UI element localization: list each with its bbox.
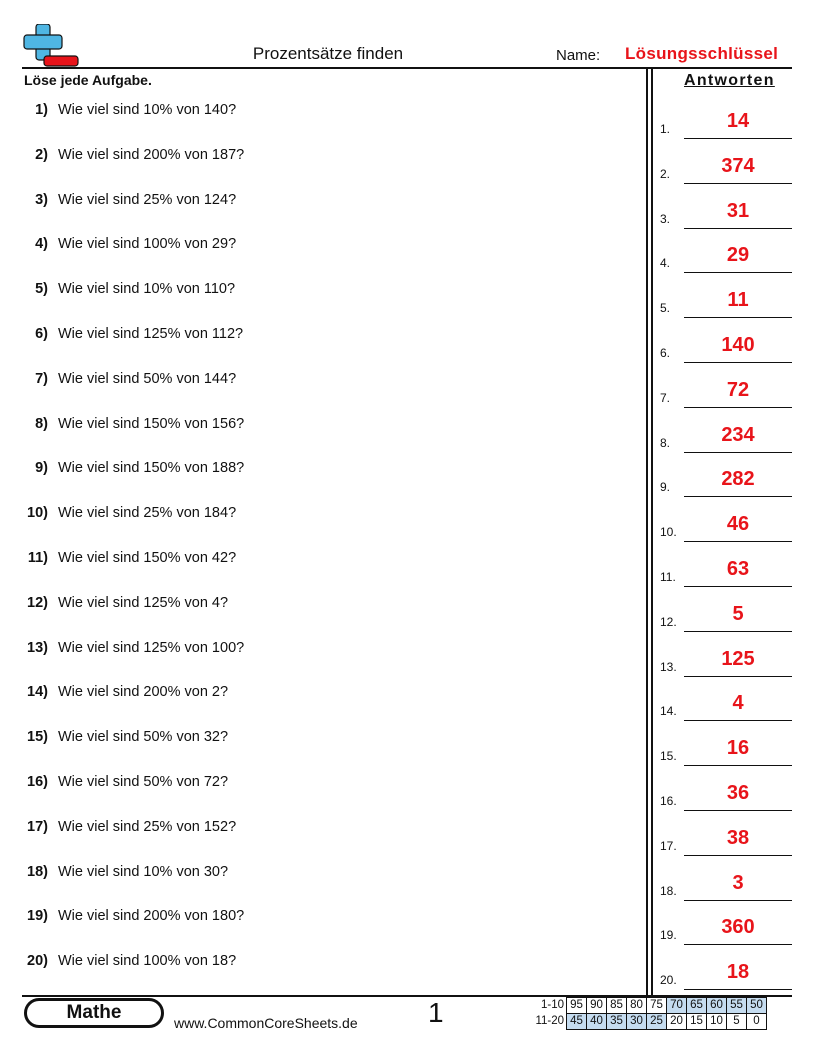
question-text: Wie viel sind 25% von 184? [58,505,237,522]
answer-number: 19. [660,928,677,943]
score-cell: 55 [727,998,747,1014]
answer-item [658,110,792,140]
answer-item [658,602,792,633]
question-number: 15) [27,729,48,746]
answer-item [658,871,792,902]
site-url: www.CommonCoreSheets.de [174,1015,358,1031]
answer-line [684,496,792,497]
question-text: Wie viel sind 10% von 110? [58,281,236,298]
answer-line [684,452,792,453]
answer-value: 360 [721,916,755,939]
answer-value: 36 [726,782,750,804]
answer-number: 5. [660,301,671,316]
answer-number: 4. [660,256,671,271]
answer-value: 5 [732,602,744,625]
score-cell: 75 [647,998,667,1014]
score-cell: 30 [627,1014,647,1030]
question-number: 1) [35,102,48,118]
answer-line [684,541,792,542]
question-text: Wie viel sind 10% von 140? [58,102,237,118]
question-text: Wie viel sind 125% von 112? [58,326,244,342]
score-cell: 20 [667,1014,687,1030]
answer-line [684,855,792,856]
answer-number: 20. [660,973,677,988]
question-text: Wie viel sind 200% von 180? [58,908,245,925]
answer-item [658,244,792,274]
answer-item [658,513,792,543]
answer-item [658,916,792,946]
answer-value: 38 [726,826,750,849]
question-text: Wie viel sind 125% von 100? [58,639,245,656]
question-number: 4) [35,236,48,253]
answer-number: 11. [660,570,676,584]
answer-item [658,423,792,454]
name-label: Name: [556,47,601,64]
question-number: 8) [35,415,48,432]
answer-item [658,334,792,364]
answer-line [684,586,792,587]
score-cell: 50 [747,998,767,1014]
answer-number: 13. [660,659,677,674]
answer-value: 282 [721,468,755,491]
score-cell: 0 [747,1014,767,1030]
answer-item [658,826,792,857]
answer-value: 4 [732,692,744,715]
answers-heading: Antworten [684,72,775,89]
question-text: Wie viel sind 150% von 188? [58,460,245,477]
answer-line [684,765,792,766]
answer-value: 16 [726,737,750,760]
answer-item [658,692,792,722]
answer-number: 10. [660,525,677,540]
worksheet-title: Prozentsätze finden [252,44,404,63]
question-text: Wie viel sind 125% von 4? [58,594,229,611]
answer-item [658,468,792,498]
question-text: Wie viel sind 200% von 187? [58,146,245,163]
answer-line [684,989,792,990]
score-cell: 80 [627,998,647,1014]
answer-number: 12. [660,614,677,629]
name-value: Lösungsschlüssel [625,44,779,63]
question-text: Wie viel sind 150% von 42? [58,550,237,566]
answer-line [684,228,792,229]
answer-item [658,378,792,409]
question-number: 2) [35,146,48,163]
question-text: Wie viel sind 25% von 124? [58,191,237,208]
score-row [528,1014,767,1030]
answer-value: 140 [721,334,755,356]
answer-item [658,782,792,812]
answer-number: 16. [660,794,677,808]
score-cell: 65 [687,998,707,1014]
answer-value: 11 [727,289,749,312]
question-text: Wie viel sind 200% von 2? [58,684,229,701]
page-number: 1 [428,997,444,1028]
answer-number: 6. [660,346,671,360]
answer-value: 18 [726,961,750,984]
score-cell: 25 [647,1014,667,1030]
score-cell: 45 [567,1014,587,1030]
score-cell: 10 [707,1014,727,1030]
answer-number: 18. [660,883,677,898]
question-text: Wie viel sind 10% von 30? [58,863,229,880]
answer-line [684,272,792,273]
question-number: 11) [27,550,48,566]
question-text: Wie viel sind 50% von 144? [58,370,237,387]
score-cell: 90 [587,998,607,1014]
answer-number: 1. [660,122,671,136]
instructions: Löse jede Aufgabe. [24,72,152,88]
question-number: 3) [35,191,48,208]
answer-number: 3. [660,211,671,226]
score-cell: 15 [687,1014,707,1030]
answer-line [684,944,792,945]
answer-number: 2. [660,166,671,181]
question-text: Wie viel sind 150% von 156? [58,415,245,432]
answer-item [658,961,792,991]
question-number: 12) [27,594,48,611]
question-number: 7) [35,370,48,387]
score-row [528,998,767,1014]
answer-item [658,289,792,319]
score-cell: 60 [707,998,727,1014]
answer-item [658,558,792,588]
answer-number: 8. [660,435,671,450]
question-number: 14) [27,684,48,701]
answer-number: 15. [660,749,677,764]
brand-badge: Mathe [24,998,164,1028]
answer-value: 72 [726,378,750,401]
answer-line [684,317,792,318]
answer-line [684,676,792,677]
header-rule [22,67,792,69]
question-number: 16) [27,774,48,790]
score-row-label: 1-10 [540,999,564,1011]
score-cell: 35 [607,1014,627,1030]
question-number: 17) [27,818,48,835]
question-text: Wie viel sind 100% von 29? [58,236,237,253]
answer-line [684,631,792,632]
answer-item [658,199,792,230]
answer-number: 7. [660,390,671,405]
column-divider-right [651,67,653,995]
answer-line [684,407,792,408]
answer-value: 14 [726,110,750,132]
score-cell: 95 [567,998,587,1014]
question-text: Wie viel sind 25% von 152? [58,818,237,835]
score-cell: 5 [727,1014,747,1030]
answer-line [684,362,792,363]
question-number: 5) [35,281,48,298]
score-cell: 85 [607,998,627,1014]
answer-value: 46 [726,513,750,536]
question-number: 6) [35,326,48,342]
answer-item [658,737,792,767]
question-number: 13) [27,639,48,656]
answer-value: 234 [721,423,755,446]
question-text: Wie viel sind 50% von 72? [58,774,229,790]
question-text: Wie viel sind 50% von 32? [58,729,229,746]
answer-number: 14. [660,704,677,719]
answer-line [684,900,792,901]
answer-value: 31 [726,199,750,222]
question-number: 20) [27,953,48,970]
question-number: 19) [27,908,48,925]
question-number: 10) [27,505,48,522]
question-number: 9) [35,460,48,477]
question-number: 18) [27,863,48,880]
answer-number: 17. [660,838,677,853]
answer-value: 63 [726,558,750,580]
answer-value: 125 [721,647,755,670]
score-cell: 40 [587,1014,607,1030]
answer-line [684,810,792,811]
column-divider-left [646,67,648,995]
score-cell: 70 [667,998,687,1014]
answer-line [684,720,792,721]
answer-value: 29 [726,244,750,267]
answer-item [658,647,792,678]
answer-line [684,183,792,184]
answer-value: 374 [721,154,755,177]
question-text: Wie viel sind 100% von 18? [58,953,237,970]
score-row-label: 11-20 [535,1015,564,1027]
answer-line [684,138,792,139]
answer-number: 9. [660,480,671,495]
answer-item [658,154,792,185]
score-table [528,997,767,1030]
answer-value: 3 [732,871,744,894]
